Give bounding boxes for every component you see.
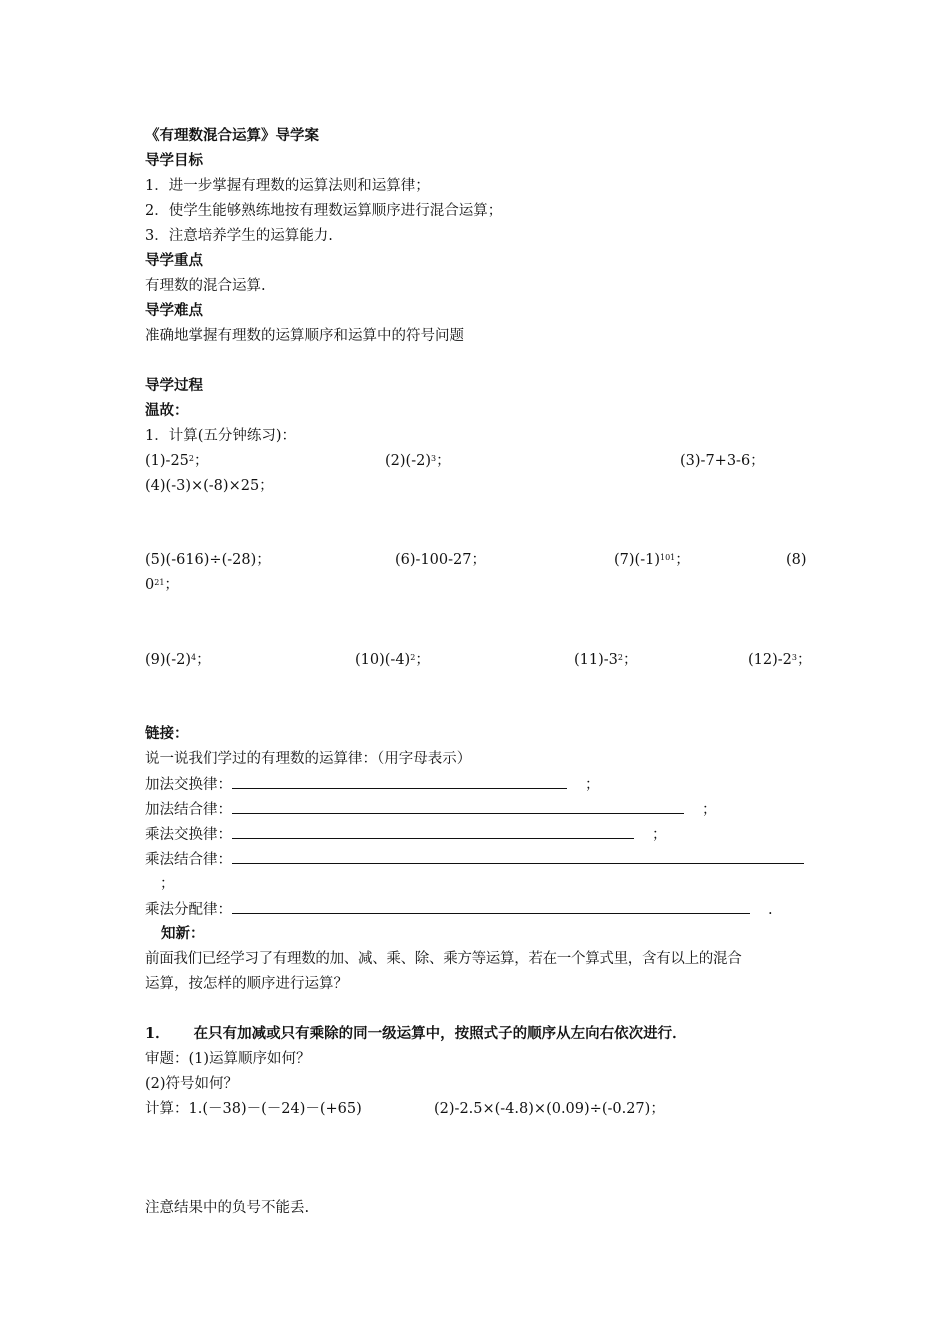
question-1: 审题：(1)运算顺序如何？: [145, 1051, 311, 1067]
exercise-item: (6)-100-27；: [395, 552, 486, 568]
new-knowledge-para-line1: 前面我们已经学习了有理数的加、减、乘、除、乘方等运算，若在一个算式里，含有以上的混合: [145, 951, 742, 967]
exercise-item: (4)(-3)×(-8)×25；: [145, 478, 274, 494]
review-heading: 温故：: [145, 402, 189, 419]
process-heading: 导学过程: [145, 377, 203, 394]
answer-blank[interactable]: [232, 849, 804, 864]
exercise-item: $(10)(-4)^2$；: [355, 652, 430, 668]
difficulty-heading: 导学难点: [145, 302, 203, 319]
key-point-text: 有理数的混合运算.: [145, 278, 266, 294]
law-mul-associative-end: ；: [160, 876, 175, 892]
exercise-item: $(7)(-1)^{101}$；: [614, 552, 690, 568]
answer-blank[interactable]: [232, 824, 634, 839]
question-2: (2)符号如何？: [145, 1076, 239, 1092]
link-heading: 链接：: [145, 725, 189, 742]
law-mul-commutative: 乘法交换律： ；: [145, 824, 667, 845]
exercise-item: $(11)-3^2$；: [574, 652, 638, 668]
exercise-item: $(9)(-2)^4$；: [145, 652, 211, 668]
goal-item-2: 2．使学生能够熟练地按有理数运算顺序进行混合运算；: [145, 203, 503, 219]
answer-blank[interactable]: [232, 899, 750, 914]
difficulty-text: 准确地掌握有理数的运算顺序和运算中的符号问题: [145, 328, 464, 344]
exercise-item: $(12)-2^3$；: [748, 652, 812, 668]
exercise-title: 1．计算(五分钟练习)：: [145, 428, 297, 444]
law-mul-associative: 乘法结合律：: [145, 849, 804, 870]
law-add-associative: 加法结合律： ；: [145, 799, 717, 820]
goal-item-3: 3．注意培养学生的运算能力.: [145, 228, 333, 244]
page-title: 《有理数混合运算》导学案: [145, 127, 319, 144]
exercise-item: $(1)-25^2$；: [145, 453, 209, 469]
link-prompt: 说一说我们学过的有理数的运算律：（用字母表示）: [145, 751, 472, 767]
law-add-commutative: 加法交换律： ；: [145, 774, 600, 795]
answer-blank[interactable]: [232, 774, 567, 789]
note: 注意结果中的负号不能丢.: [145, 1200, 310, 1216]
exercise-item: (8): [786, 552, 807, 568]
law-distributive: 乘法分配律： .: [145, 899, 773, 920]
goals-heading: 导学目标: [145, 152, 203, 169]
exercise-item: $0^{21}$；: [145, 577, 179, 593]
calc-1: 计算：1.(－38)－(－24)－(+65): [145, 1101, 362, 1117]
goal-item-1: 1．进一步掌握有理数的运算法则和运算律；: [145, 178, 430, 194]
exercise-item: (3)-7+3-6；: [680, 453, 765, 469]
exercise-item: (5)(-616)÷(-28)；: [145, 552, 271, 568]
answer-blank[interactable]: [232, 799, 684, 814]
calc-2: (2)-2.5×(-4.8)×(0.09)÷(-0.27)；: [434, 1101, 665, 1117]
new-knowledge-para-line2: 运算，按怎样的顺序进行运算？: [145, 976, 348, 992]
key-point-heading: 导学重点: [145, 252, 203, 269]
rule-1: 1． 在只有加减或只有乘除的同一级运算中，按照式子的顺序从左向右依次进行．: [145, 1025, 687, 1042]
new-knowledge-heading: 知新：: [161, 925, 205, 942]
exercise-item: $(2)(-2)^3$；: [385, 453, 451, 469]
